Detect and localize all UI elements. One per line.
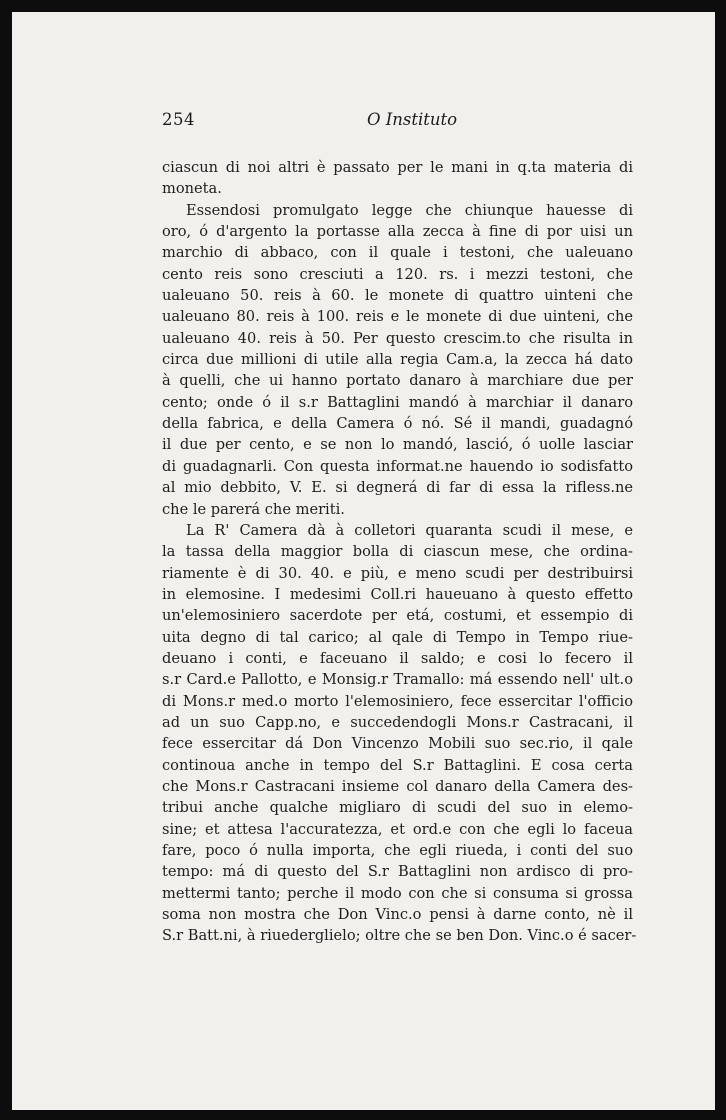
text-line: della fabrica, e della Camera ó nó. Sé il mandi, guadagnó	[162, 415, 633, 433]
body-text	[162, 157, 637, 947]
text-line: il due per cento, e se non lo mandó, lasció, ó uolle lasciar	[162, 436, 633, 454]
running-header	[162, 110, 623, 132]
text-line: che Mons.r Castracani insieme col danaro della Camera des-	[162, 777, 633, 795]
text-line: sine; et attesa l'accuratezza, et ord.e con che egli lo faceua	[162, 820, 633, 838]
book-page	[12, 12, 715, 1110]
text-line: che le parerá che meriti.	[162, 500, 345, 518]
text-line: La R' Camera dà à colletori quaranta scudi il mese, e	[186, 521, 633, 539]
text-line: marchio di abbaco, con il quale i testoni, che ualeuano	[162, 244, 633, 262]
text-line: S.r Batt.ni, à riuederglielo; oltre che se ben Don. Vinc.o é sacer-	[162, 927, 637, 945]
text-line: soma non mostra che Don Vinc.o pensi à darne conto, nè il	[162, 906, 633, 924]
text-line: un'elemosiniero sacerdote per etá, costumi, et essempio di	[162, 607, 633, 625]
text-line: à quelli, che ui hanno portato danaro à marchiare due per	[162, 372, 633, 390]
running-title: O Instituto	[367, 110, 458, 129]
page-number: 254	[162, 110, 195, 129]
text-line: in elemosine. I medesimi Coll.ri haueuano à questo effetto	[162, 585, 633, 603]
text-line: fece essercitar dá Don Vincenzo Mobili suo sec.rio, il qale	[162, 735, 633, 753]
text-line: s.r Card.e Pallotto, e Monsig.r Tramallo: má essendo nell' ult.o	[162, 671, 633, 689]
text-line: riamente è di 30. 40. e più, e meno scudi per destribuirsi	[162, 564, 633, 582]
text-line: oro, ó d'argento la portasse alla zecca à fine di por uisi un	[162, 223, 633, 241]
text-line: circa due millioni di utile alla regia Cam.a, la zecca há dato	[162, 351, 633, 369]
text-line: al mio debbito, V. E. si degnerá di far di essa la rifless.ne	[162, 479, 633, 497]
text-line: uita degno di tal carico; al qale di Tempo in Tempo riue-	[162, 628, 633, 646]
text-line: la tassa della maggior bolla di ciascun mese, che ordina-	[162, 543, 633, 561]
text-line: tribui anche qualche migliaro di scudi del suo in elemo-	[162, 799, 633, 817]
text-line: cento reis sono cresciuti a 120. rs. i mezzi testoni, che	[162, 265, 633, 283]
text-line: fare, poco ó nulla importa, che egli riueda, i conti del suo	[162, 842, 633, 859]
text-line: ualeuano 50. reis à 60. le monete di quattro uinteni che	[162, 287, 633, 305]
text-line: mettermi tanto; perche il modo con che si consuma si grossa	[162, 884, 633, 902]
text-line: moneta.	[162, 180, 222, 198]
text-line: di guadagnarli. Con questa informat.ne hauendo io sodisfatto	[162, 457, 633, 475]
text-line: continoua anche in tempo del S.r Battaglini. E cosa certa	[162, 756, 633, 774]
text-line: deuano i conti, e faceuano il saldo; e cosi lo fecero il	[162, 649, 633, 667]
text-line: tempo: má di questo del S.r Battaglini non ardisco di pro-	[162, 863, 633, 881]
text-line: di Mons.r med.o morto l'elemosiniero, fece essercitar l'officio	[162, 692, 633, 710]
text-line: ualeuano 80. reis à 100. reis e le monete di due uinteni, che	[162, 308, 633, 326]
text-line: Essendosi promulgato legge che chiunque hauesse di	[186, 201, 633, 219]
text-line: ad un suo Capp.no, e succedendogli Mons.r Castracani, il	[162, 713, 633, 731]
text-line: ualeuano 40. reis à 50. Per questo crescim.to che risulta in	[162, 329, 633, 347]
text-line: ciascun di noi altri è passato per le mani in q.ta materia di	[162, 159, 633, 176]
text-line: cento; onde ó il s.r Battaglini mandó à marchiar il danaro	[162, 393, 633, 411]
